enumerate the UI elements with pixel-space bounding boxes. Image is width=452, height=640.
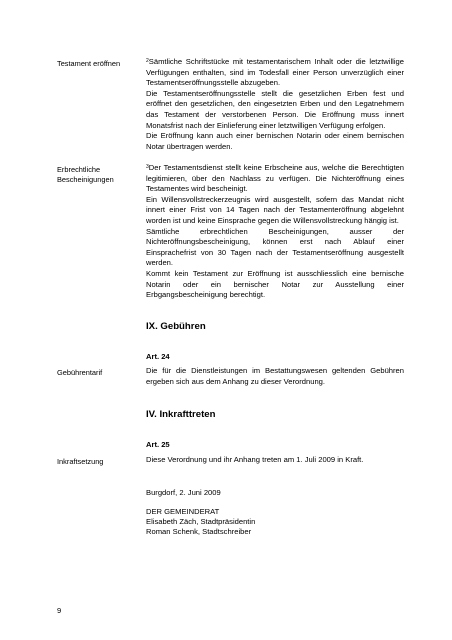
paragraph-number: 3 — [146, 164, 149, 170]
signature-block — [146, 507, 255, 536]
article-text-25: Diese Verordnung und ihr Anhang treten am 1. Juli 2009 in Kraft. — [146, 455, 364, 464]
article-text-24: Die für die Dienstleistungen im Bestattungswesen geltenden Gebühren ergeben sich aus dem Anhang zu dieser Verordnung. — [146, 366, 404, 386]
place-date: Burgdorf, 2. Juni 2009 — [146, 488, 221, 497]
paragraph: Sämtliche erbrechtlichen Bescheinigungen, ausser der Nichteröffnungsbescheinigung, können erst nach Ablauf einer Einsprachefrist von 30 Tagen nach der Testamentseröffnung ausgestellt werden. — [146, 226, 404, 268]
signature-org: DER GEMEINDERAT — [146, 507, 220, 516]
paragraph: Die Testamentseröffnungsstelle stellt die gesetzlichen Erben fest und eröffnet den gesetzlichen, den eingesetzten Erben und den Legatnehmern das Testament der verstorbenen Person. Die Eröffnung muss innert Monatsfrist nach der Einlieferung einer letztwilligen Verfügung erfolgen. — [146, 88, 404, 130]
section-erbrechtliche-bescheinigungen — [146, 163, 404, 301]
paragraph: Ein Willensvollstreckerzeugnis wird ausgestellt, sofern das Mandat nicht innert einer Frist von 14 Tagen nach der Testamenteröffnung abgelehnt worden ist und keine Einsprache gegen die Willensvollstreckung hängig ist. — [146, 194, 404, 225]
margin-label-inkraftsetzung: Inkraftsetzung — [57, 457, 104, 466]
margin-label-testament-eroeffnen: Testament eröffnen — [57, 59, 121, 68]
paragraph: $^2$Sämtliche Schriftstücke mit testamentarischem Inhalt oder die letztwillige Verfügungen enthalten, sind im Todesfall einer Person unverzüglich einer Testamentseröffnungsstelle abzugeben. — [146, 57, 404, 88]
page-number: 9 — [57, 606, 62, 615]
paragraph: Die Eröffnung kann auch einer bernischen Notarin oder einem bernischen Notar übertragen werden. — [146, 131, 404, 151]
signature-person-1: Elisabeth Zäch, Stadtpräsidentin — [146, 516, 256, 526]
margin-label-gebuehrentarif: Gebührentarif — [57, 368, 103, 377]
paragraph: Kommt kein Testament zur Eröffnung ist ausschliesslich eine bernische Notarin oder ein bernischer Notar zur Ausstellung einer Erbgangsbescheinigung berechtigt. — [146, 268, 404, 300]
article-title-25: Art. 25 — [146, 440, 170, 449]
margin-label-erbrechtliche-bescheinigungen: Erbrechtliche Bescheinigungen — [57, 165, 114, 185]
article-title-24: Art. 24 — [146, 352, 170, 361]
paragraph: $^3$Der Testamentsdienst stellt keine Erbscheine aus, welche die Berechtigten legitimieren, über den Nachlass zu verfügen. Die Nichteröffnung eines Testamentes wird bescheinigt. — [146, 163, 404, 194]
heading-gebuehren: IX. Gebühren — [146, 321, 206, 332]
paragraph-number: 2 — [146, 58, 149, 64]
section-testament-eroeffnen — [146, 57, 404, 152]
heading-inkrafttreten: IV. Inkrafttreten — [146, 409, 216, 420]
signature-person-2: Roman Schenk, Stadtschreiber — [146, 526, 252, 536]
